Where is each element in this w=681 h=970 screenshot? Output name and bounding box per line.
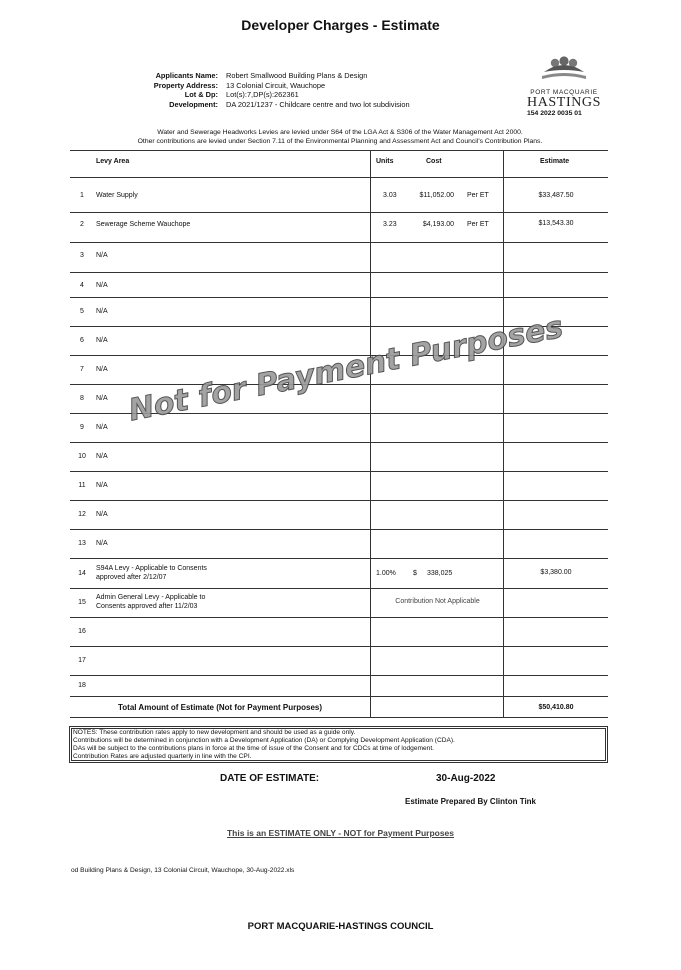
council-logo [520, 54, 608, 109]
table-rule [70, 675, 608, 676]
levy-name [96, 565, 207, 582]
levy-name: N/A [96, 395, 108, 402]
cost-value: $4,193.00 [422, 221, 454, 228]
levy-name: Sewerage Scheme Wauchope [96, 221, 191, 228]
header-estimate: Estimate [540, 158, 570, 165]
table-rule [70, 297, 608, 298]
header-units: Units [376, 158, 394, 165]
estimate-value: $3,380.00 [540, 569, 572, 576]
row-number: 7 [80, 366, 84, 373]
row-number: 8 [80, 395, 84, 402]
intro-line: Water and Sewerage Headworks Levies are levied under S64 of the LGA Act & S306 of the Water Management Act 2000. [157, 129, 523, 136]
property-address-label: Property Address: [153, 80, 218, 90]
table-rule [70, 150, 608, 151]
row-number: 12 [78, 511, 86, 518]
notes-box [71, 728, 606, 761]
disclaimer: This is an ESTIMATE ONLY - NOT for Payment Purposes [226, 828, 455, 838]
header-cost: Cost [426, 158, 442, 165]
levy-name: N/A [96, 453, 108, 460]
row-number: 3 [80, 252, 84, 259]
levy-name: N/A [96, 252, 108, 259]
table-rule [70, 500, 608, 501]
row-number: 15 [78, 599, 86, 606]
table-rule [70, 272, 608, 273]
row-number: 6 [80, 337, 84, 344]
applicant-labels [110, 71, 218, 109]
reference-number: 154 2022 0035 01 [527, 110, 582, 117]
levy-table-grid [70, 150, 608, 718]
applicant-name-label: Applicants Name: [155, 71, 218, 80]
table-rule [70, 646, 608, 647]
levy-name [96, 594, 205, 611]
logo-text-hastings: HASTINGS [526, 95, 602, 110]
total-value: $50,410.80 [538, 704, 574, 711]
table-rule [70, 617, 608, 618]
levy-name: N/A [96, 282, 108, 289]
row-number: 16 [78, 628, 86, 635]
development-label: Development: [169, 99, 218, 109]
council-logo-icon [539, 54, 589, 82]
cost-unit: Per ET [467, 192, 489, 199]
date-label: DATE OF ESTIMATE: [220, 773, 320, 784]
notes-line: DAs will be subject to the contributions plans in force at the time of issue of the Consent and for CDCs at time of lodgement. [73, 745, 435, 752]
cost-unit: Per ET [467, 221, 489, 228]
table-rule [70, 529, 608, 530]
total-label: Total Amount of Estimate (Not for Payment Purposes) [117, 703, 322, 712]
estimate-column-rule [503, 150, 504, 718]
table-rule [70, 588, 608, 589]
units-value: 1.00% [376, 570, 396, 577]
estimate-value: $33,487.50 [538, 192, 574, 199]
table-rule [70, 717, 608, 718]
row-number: 4 [80, 282, 84, 289]
levy-name-line: S94A Levy - Applicable to Consents [96, 565, 207, 572]
table-rule [70, 242, 608, 243]
prepared-by: Estimate Prepared By Clinton Tink [405, 797, 536, 806]
lot-dp-label: Lot & Dp: [184, 90, 218, 100]
contribution-note: Contribution Not Applicable [395, 598, 480, 605]
date-value: 30-Aug-2022 [436, 773, 496, 784]
applicant-name-value: Robert Smallwood Building Plans & Design [226, 71, 368, 80]
page-title: Developer Charges - Estimate [241, 17, 440, 33]
header-levy-area: Levy Area [96, 158, 130, 165]
units-column-rule [370, 150, 371, 718]
levy-name: N/A [96, 366, 108, 373]
row-number: 11 [78, 482, 86, 489]
row-number: 2 [80, 221, 84, 228]
row-number: 13 [78, 540, 86, 547]
levy-name-line: Admin General Levy - Applicable to [96, 594, 206, 601]
table-rule [70, 177, 608, 178]
levy-name: Water Supply [96, 192, 138, 199]
table-rule [70, 558, 608, 559]
council-footer: PORT MACQUARIE-HASTINGS COUNCIL [247, 921, 434, 932]
notes-line: Contributions will be determined in conjunction with a Development Application (DA) or Complying Development Application (CDA). [73, 737, 455, 744]
lot-dp-value: Lot(s):7,DP(s):262361 [226, 90, 299, 100]
table-rule [70, 471, 608, 472]
levy-name: N/A [96, 540, 108, 547]
table-rule [70, 442, 608, 443]
levy-name-line: Consents approved after 11/2/03 [96, 602, 198, 610]
row-number: 14 [78, 570, 86, 577]
development-value: DA 2021/1237 - Childcare centre and two lot subdivision [226, 99, 410, 109]
intro-text [70, 129, 610, 146]
cost-currency: $ [413, 570, 417, 577]
estimate-value: $13,543.30 [538, 220, 574, 227]
levy-name: N/A [96, 511, 108, 518]
row-number: 17 [78, 657, 86, 664]
notes-line: Contribution Rates are adjusted quarterly in line with the CPI. [73, 753, 252, 760]
row-number: 9 [80, 424, 84, 431]
levy-name-line: approved after 2/12/07 [96, 573, 167, 581]
watermark: Not for Payment Purposes [126, 309, 566, 429]
file-name: od Building Plans & Design, 13 Colonial Circuit, Wauchope, 30-Aug-2022.xls [71, 867, 295, 874]
cost-value: 338,025 [427, 570, 453, 577]
levy-name: N/A [96, 482, 108, 489]
table-rule [70, 212, 608, 213]
levy-name: N/A [96, 424, 108, 431]
levy-name: N/A [96, 337, 108, 344]
property-address-value: 13 Colonial Circuit, Wauchope [226, 80, 326, 90]
row-number: 5 [80, 308, 84, 315]
applicant-values [226, 71, 506, 109]
notes-line: NOTES: These contribution rates apply to new development and should be used as a guide only. [73, 729, 356, 736]
cost-value: $11,052.00 [419, 192, 454, 199]
row-number: 1 [80, 192, 84, 199]
levy-name: N/A [96, 308, 108, 315]
units-value: 3.23 [383, 221, 397, 228]
row-number: 10 [78, 453, 86, 460]
intro-line: Other contributions are levied under Section 7.11 of the Environmental Planning and Assessment Act and Council's Contribution Plans. [137, 137, 543, 145]
logo-text-port: PORT MACQUARIE [530, 89, 598, 96]
units-value: 3.03 [383, 192, 397, 199]
table-rule [70, 696, 608, 697]
row-number: 18 [78, 682, 86, 689]
